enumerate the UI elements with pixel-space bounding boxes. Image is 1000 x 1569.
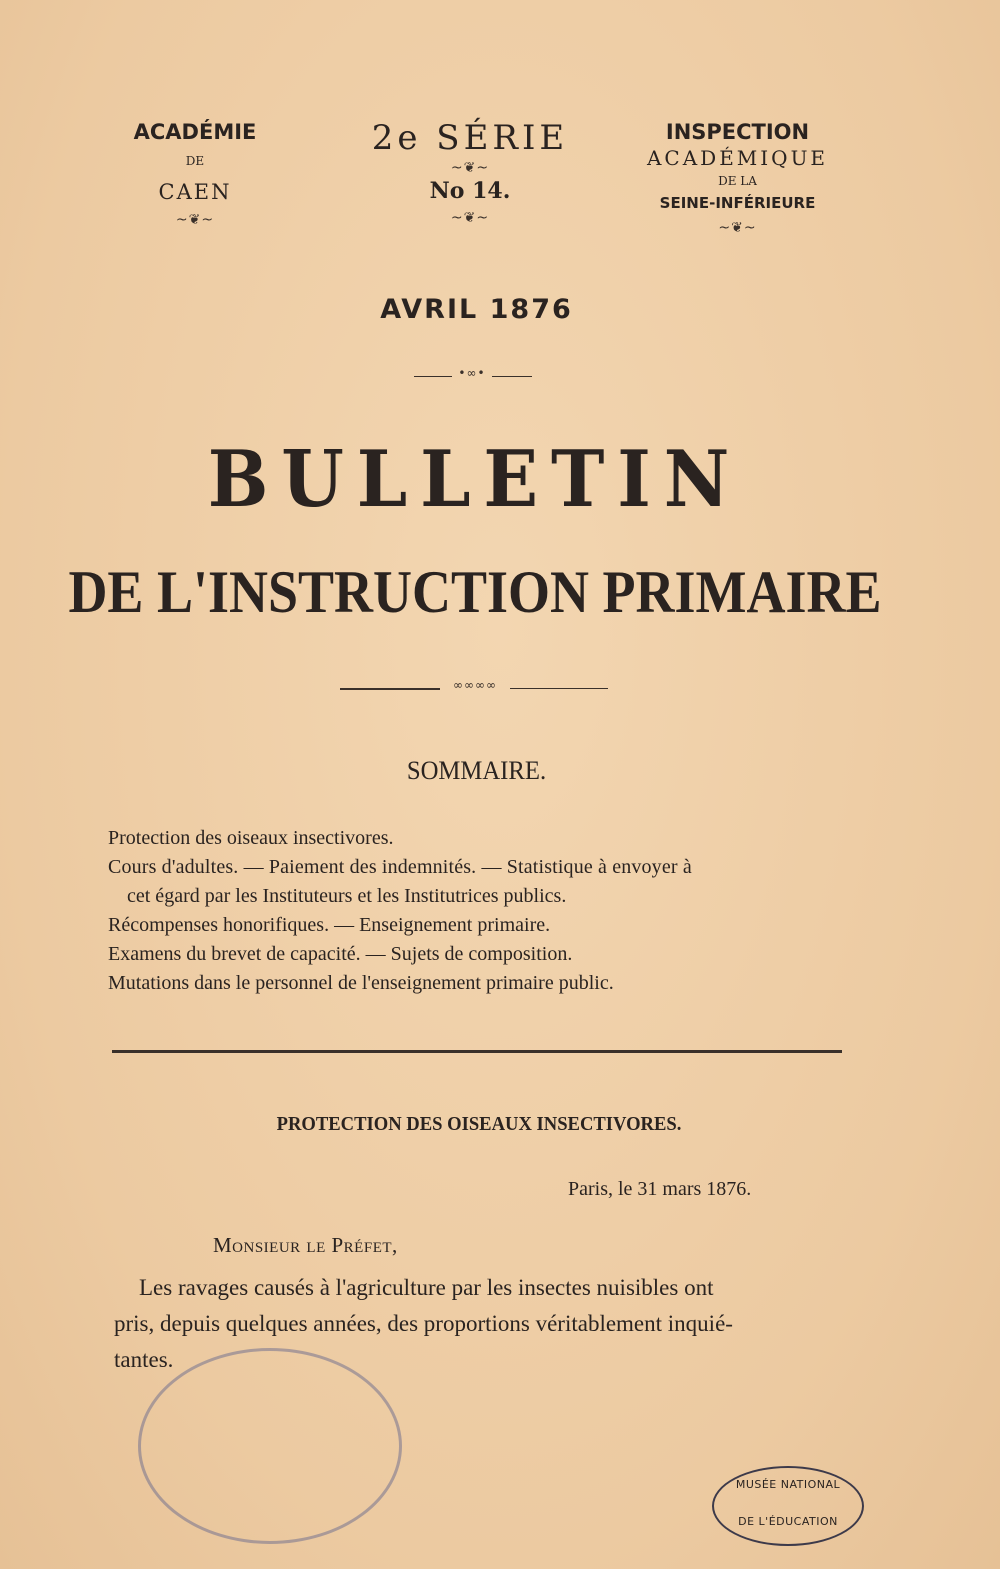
academie-de: DE: [185, 154, 205, 168]
museum-stamp: [712, 1466, 864, 1546]
sommaire-list: [108, 824, 868, 998]
list-item: Récompenses honorifiques. — Enseignement primaire.: [108, 914, 551, 936]
ornament-center-1: ~❦~: [450, 160, 490, 176]
ornament-left: ~❦~: [175, 212, 215, 228]
ornament-center-2: ~❦~: [450, 210, 490, 226]
list-item: Examens du brevet de capacité. — Sujets de composition.: [108, 943, 573, 965]
list-item: cet égard par les Instituteurs et les Institutrices publics.: [127, 885, 567, 907]
sommaire-heading: SOMMAIRE.: [406, 756, 547, 785]
ornament-right: ~❦~: [718, 220, 757, 236]
list-item: Protection des oiseaux insectivores.: [108, 827, 394, 849]
title-divider-right: [510, 688, 608, 689]
article-heading: PROTECTION DES OISEAUX INSECTIVORES.: [276, 1113, 682, 1135]
article-dateline: Paris, le 31 mars 1876.: [568, 1178, 752, 1200]
list-item: Mutations dans le personnel de l'enseignement primaire public.: [108, 972, 614, 994]
title-divider-left: [340, 688, 440, 690]
title-bulletin: BULLETIN: [207, 434, 743, 525]
archive-stamp: [138, 1348, 402, 1544]
de-la-label: DE LA: [718, 174, 757, 188]
inspection-label: INSPECTION: [665, 120, 810, 144]
article-salutation: Monsieur le Préfet,: [213, 1233, 398, 1257]
issue-date: AVRIL 1876: [380, 294, 573, 325]
section-divider: [112, 1050, 842, 1053]
article-body-line: tantes.: [114, 1347, 174, 1372]
ornament-rule-right: [492, 376, 532, 377]
ornament-rule-center: •∞•: [458, 366, 486, 380]
serie-label: 2e SÉRIE: [371, 118, 569, 158]
ornament-rule-left: [414, 376, 452, 377]
title-instruction: DE L'INSTRUCTION PRIMAIRE: [68, 559, 882, 625]
numero-label: No 14.: [429, 178, 511, 204]
list-item: Cours d'adultes. — Paiement des indemnités. — Statistique à envoyer à: [108, 856, 692, 878]
title-divider-center: ∞∞∞∞: [453, 678, 497, 692]
header-right: [620, 120, 855, 236]
article-body-line: pris, depuis quelques années, des proportions véritablement inquié-: [114, 1311, 733, 1336]
header-center: [330, 118, 610, 226]
museum-stamp-line2: DE L'ÉDUCATION: [738, 1515, 838, 1528]
header-left: [120, 120, 270, 228]
article-body-line: Les ravages causés à l'agriculture par les insectes nuisibles ont: [139, 1275, 714, 1300]
academie-label: ACADÉMIE: [133, 120, 257, 144]
museum-stamp-line1: MUSÉE NATIONAL: [735, 1478, 841, 1491]
department-label: SEINE-INFÉRIEURE: [659, 194, 816, 212]
academie-city: CAEN: [158, 180, 232, 204]
academique-label: ACADÉMIQUE: [646, 146, 829, 170]
